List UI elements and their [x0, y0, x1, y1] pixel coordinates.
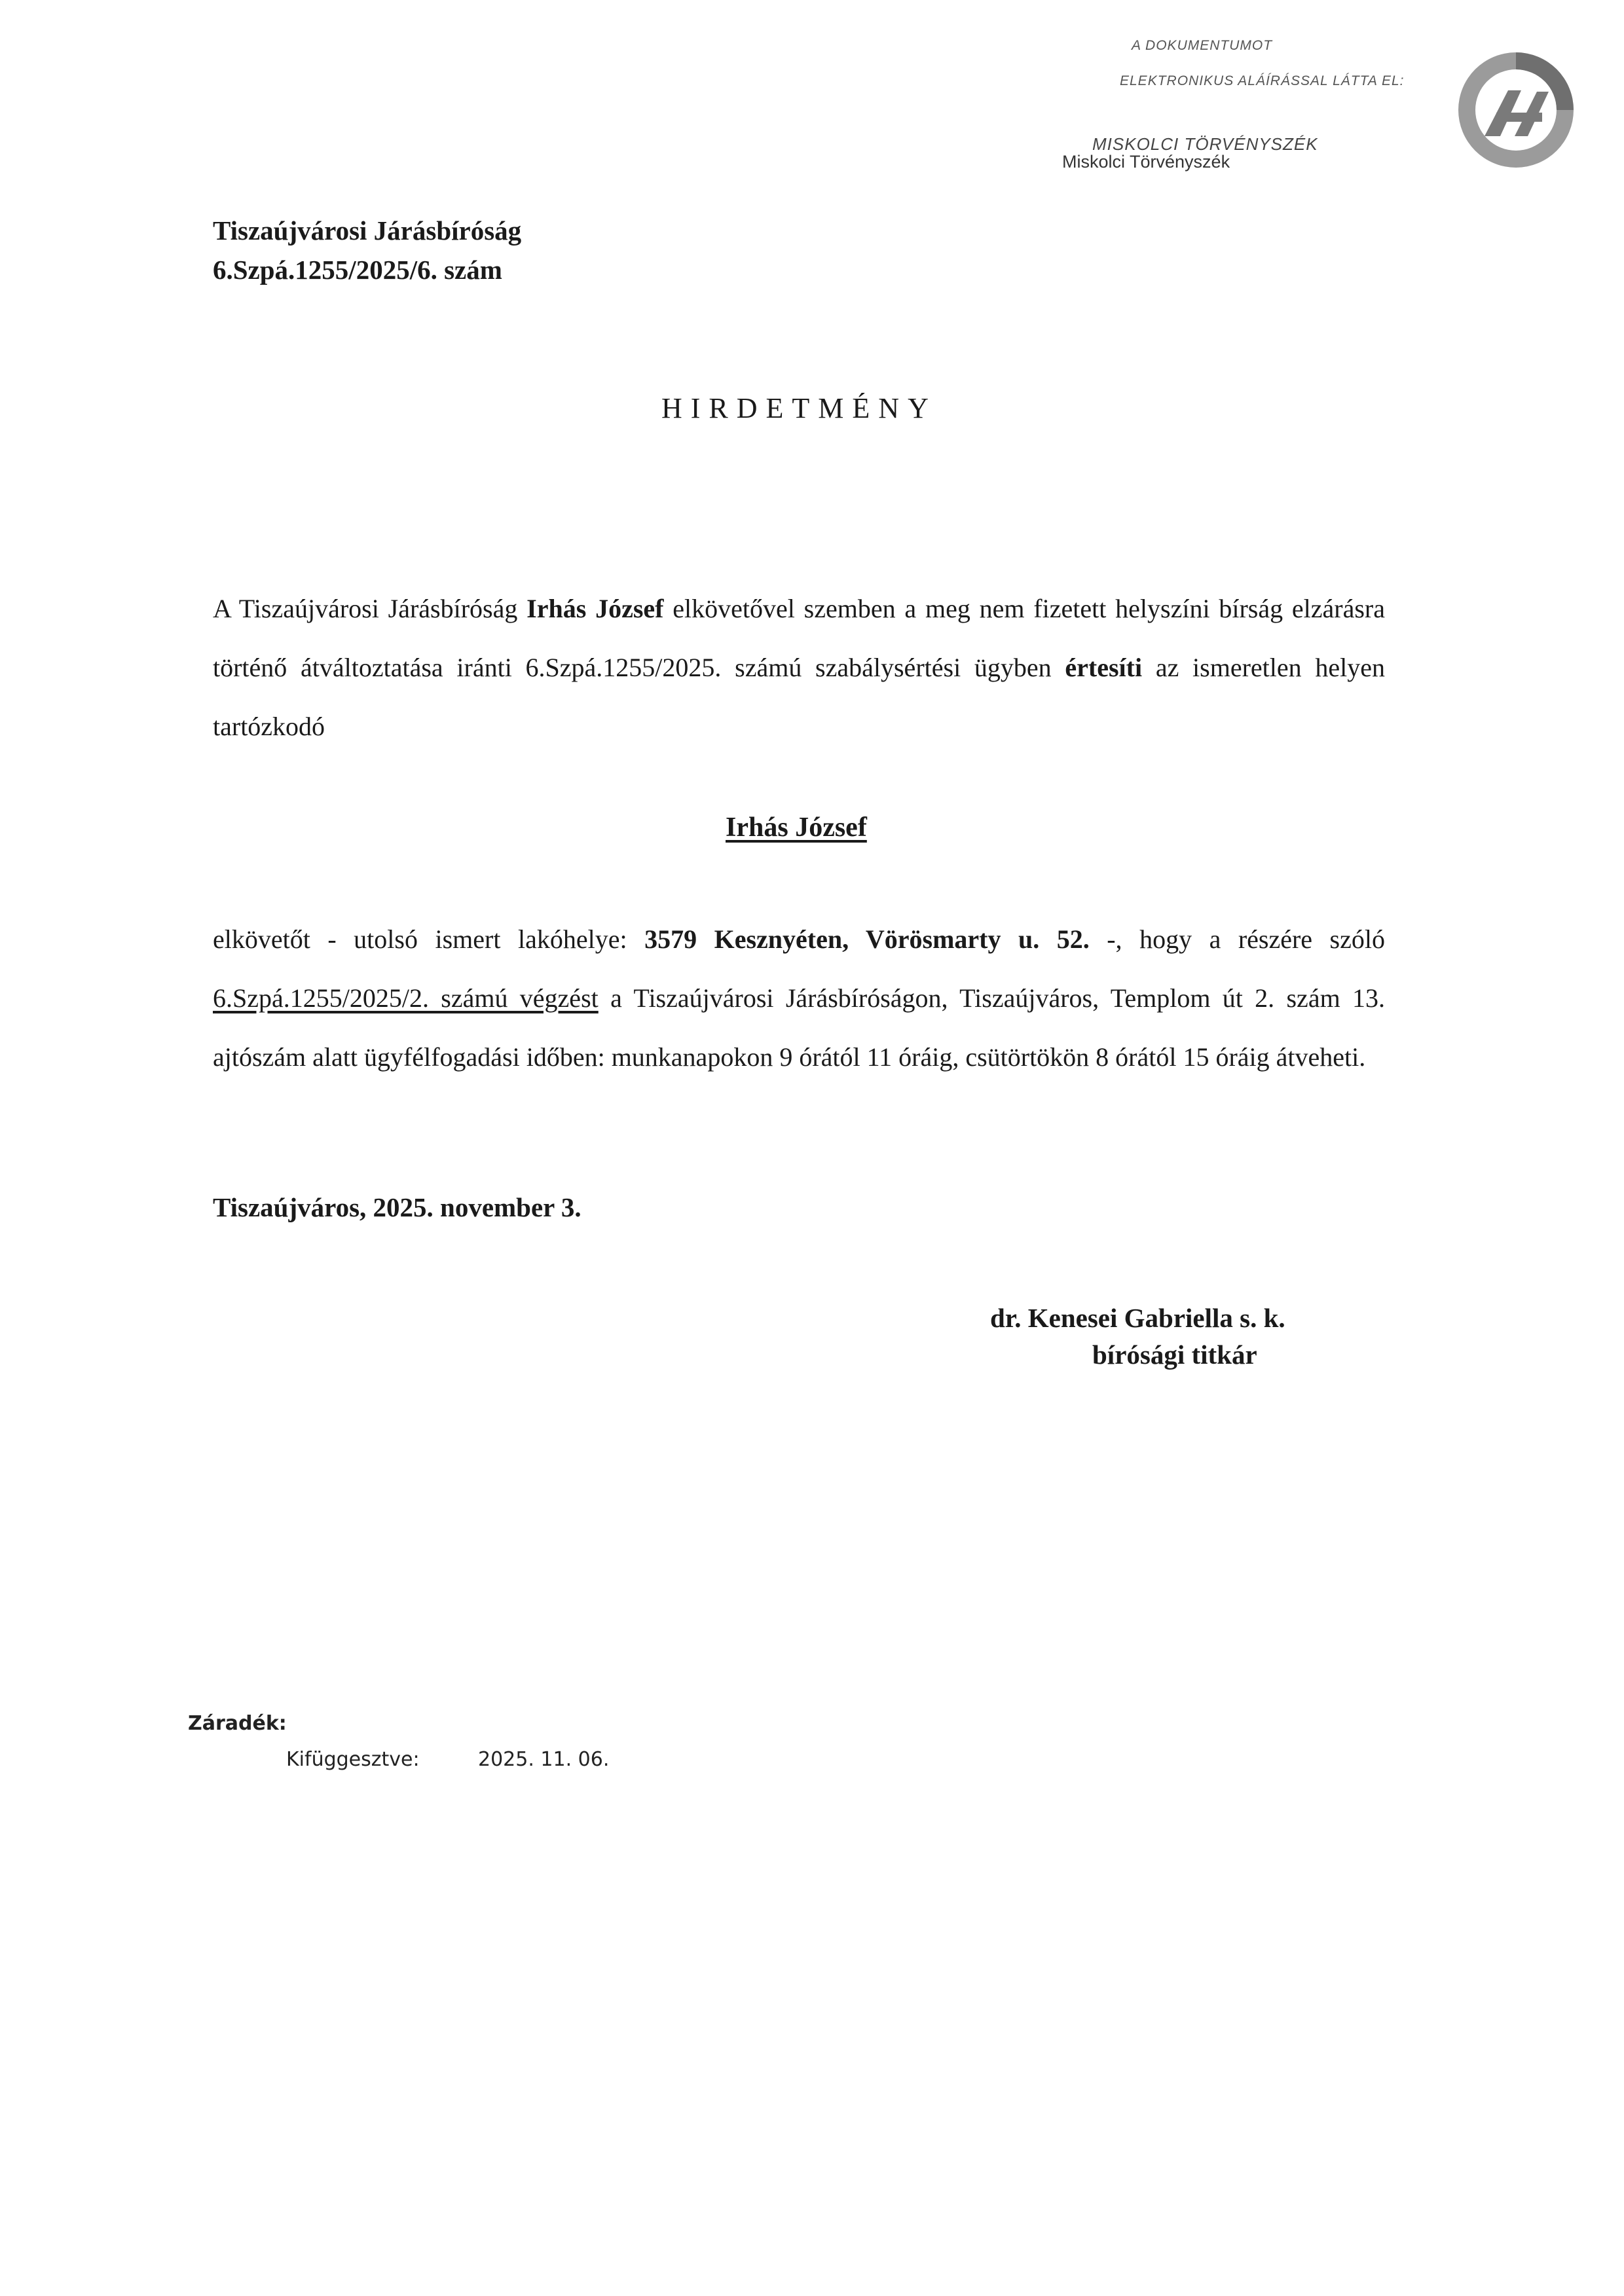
person-name: Irhás József — [726, 812, 867, 843]
court-logo-seal — [1450, 45, 1581, 175]
stamp-court-name: Miskolci Törvényszék — [1062, 152, 1230, 172]
p2-text-a: elkövetőt - utolsó ismert lakóhelye: — [213, 924, 645, 954]
date-line: Tiszaújváros, 2025. november 3. — [213, 1192, 581, 1222]
clause-posted-date: 2025. 11. 06. — [478, 1748, 610, 1771]
court-name: Tiszaújvárosi Járásbíróság — [213, 215, 522, 246]
p2-order-reference: 6.Szpá.1255/2025/2. számú végzést — [213, 983, 599, 1013]
signature-name: dr. Kenesei Gabriella s. k. — [990, 1303, 1285, 1333]
p1-text-b: elkövetővel szemben a meg nem fizetett helyszíni bírság elzárásra történő átváltoztatása iránti 6.Szpá.1255/2025. számú szabálysértési ügyben — [213, 594, 1385, 682]
p1-text-c: az ismeretlen helyen tartózkodó — [213, 653, 1385, 741]
p2-address: 3579 Kesznyéten, Vörösmarty u. 52. — [644, 924, 1090, 954]
p1-notifies: értesíti — [1065, 653, 1143, 682]
p1-text-a: A Tiszaújvárosi Járásbíróság — [213, 594, 527, 623]
signature-title: bírósági titkár — [1092, 1339, 1257, 1370]
case-number: 6.Szpá.1255/2025/6. szám — [213, 255, 502, 285]
p2-text-c: a Tiszaújvárosi Járásbíróságon, Tiszaújváros, Templom út 2. szám 13. ajtószám alatt ügyfélfogadási időben: munkanapokon 9 órától 11 óráig, csütörtökön 8 órától 15 óráig átveheti. — [213, 983, 1386, 1072]
clause-posted-label: Kifüggesztve: — [286, 1748, 420, 1771]
stamp-line-2: ELEKTRONIKUS ALÁÍRÁSSAL LÁTTA EL: — [1120, 73, 1405, 88]
p2-text-b: -, hogy a részére szóló — [1089, 924, 1385, 954]
clause-label: Záradék: — [188, 1712, 287, 1735]
court-logo-icon — [1450, 45, 1581, 175]
stamp-court-caps: MISKOLCI TÖRVÉNYSZÉK — [1092, 134, 1318, 154]
stamp-line-1: A DOKUMENTUMOT — [1132, 38, 1273, 53]
header-block — [213, 211, 521, 289]
p1-offender-name: Irhás József — [526, 594, 664, 623]
document-title: HIRDETMÉNY — [661, 392, 937, 424]
paragraph-notice — [213, 579, 1385, 756]
paragraph-instructions — [213, 910, 1385, 1087]
